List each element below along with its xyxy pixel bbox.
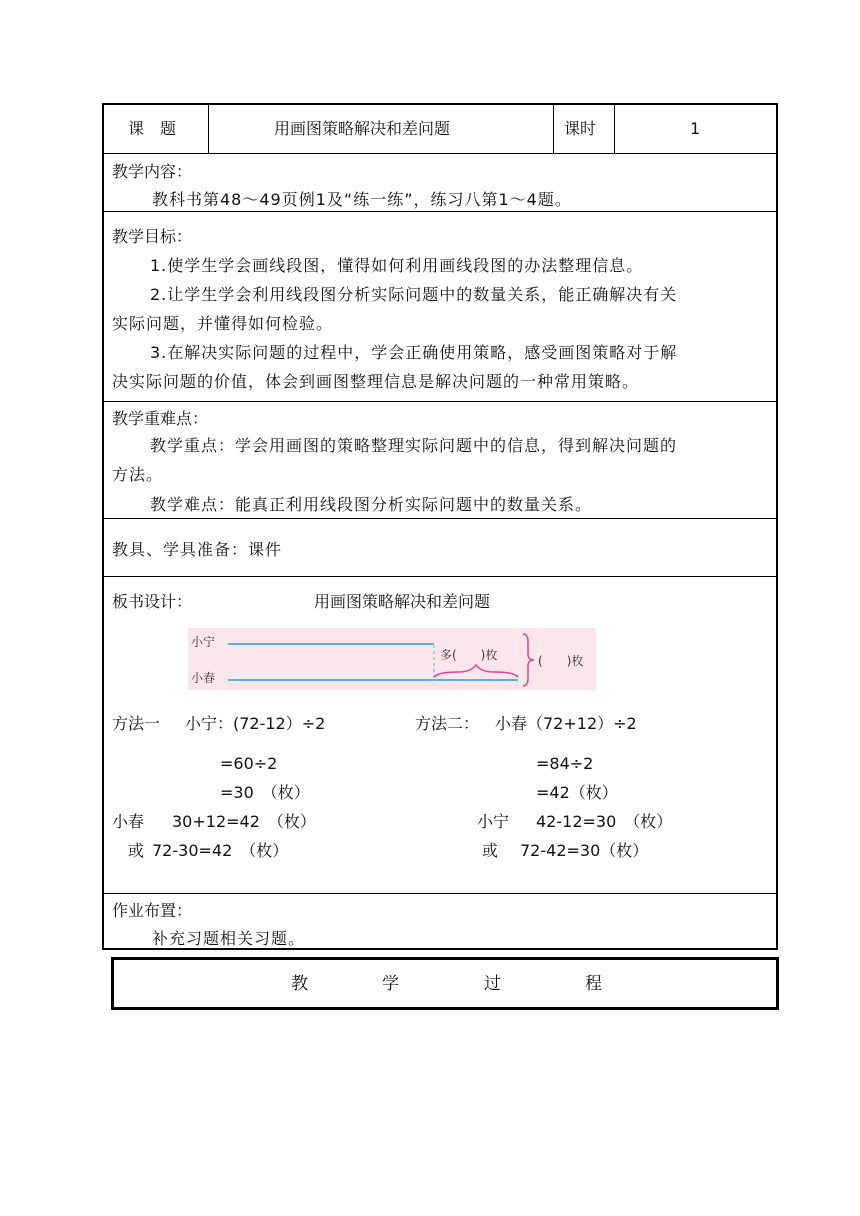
row-divider xyxy=(104,893,776,894)
banner-char: 程 xyxy=(585,974,602,994)
objectives-heading: 教学目标： xyxy=(112,227,193,246)
banner-char: 学 xyxy=(382,974,399,994)
method2-line: 小春（72+12）÷2 xyxy=(495,714,637,733)
topic-label: 课 题 xyxy=(128,119,177,138)
row-divider xyxy=(104,518,776,519)
homework-text: 补充习题相关习题。 xyxy=(152,929,306,948)
board-title: 用画图策略解决和差问题 xyxy=(314,592,491,611)
homework-heading: 作业布置： xyxy=(112,901,193,920)
content-heading: 教学内容： xyxy=(112,162,193,181)
row-divider xyxy=(104,153,776,154)
segment-diagram xyxy=(188,628,596,690)
topic-value: 用画图策略解决和差问题 xyxy=(274,119,451,138)
row-divider xyxy=(104,401,776,402)
lesson-plan-table xyxy=(102,103,778,950)
keypoint-line: 方法。 xyxy=(112,465,164,484)
row-divider xyxy=(104,576,776,577)
difference-brace xyxy=(434,665,518,677)
objective-line: 决实际问题的价值，体会到画图整理信息是解决问题的一种常用策略。 xyxy=(112,372,640,391)
method2-line: 72-42=30（枚） xyxy=(520,841,649,860)
method2-line: =42（枚） xyxy=(536,783,618,802)
objective-line: 2.让学生学会利用线段图分析实际问题中的数量关系，能正确解决有关 xyxy=(150,285,678,304)
keypoint-line: 教学重点：学会用画图的策略整理实际问题中的信息，得到解决问题的 xyxy=(150,436,678,455)
method1-line: =60÷2 xyxy=(220,754,278,773)
diagram-marks xyxy=(188,628,596,690)
diagram-label-top: 小宁 xyxy=(191,635,216,649)
board-heading: 板书设计： xyxy=(112,592,193,611)
method1-line: 小宁：(72-12）÷2 xyxy=(185,714,326,733)
method2-title: 方法二： xyxy=(415,714,480,733)
method1-prefix: 或 xyxy=(128,841,145,860)
objective-line: 1.使学生学会画线段图，懂得如何利用画线段图的办法整理信息。 xyxy=(150,256,644,275)
period-label: 课时 xyxy=(564,119,597,138)
total-brace xyxy=(523,634,534,686)
total-label: ( )枚 xyxy=(538,654,584,668)
period-value: 1 xyxy=(690,119,701,138)
method1-name: 小春 xyxy=(112,812,145,831)
banner-char: 过 xyxy=(484,974,501,994)
method1-line: 30+12=42 （枚） xyxy=(172,812,316,831)
row-divider xyxy=(104,211,776,212)
method1-title: 方法一 xyxy=(112,714,161,733)
method1-line: =30 （枚） xyxy=(220,783,310,802)
method2-line: =84÷2 xyxy=(536,754,594,773)
column-divider xyxy=(208,105,209,153)
method2-name: 小宁 xyxy=(477,812,510,831)
keypoints-heading: 教学重难点： xyxy=(112,409,209,428)
method2-prefix: 或 xyxy=(482,841,499,860)
objective-line: 实际问题，并懂得如何检验。 xyxy=(112,314,334,333)
banner-char: 教 xyxy=(291,974,308,994)
difference-label: 多( )枚 xyxy=(440,648,498,662)
tools-text: 教具、学具准备：课件 xyxy=(112,540,283,559)
column-divider xyxy=(614,105,615,153)
method2-line: 42-12=30 （枚） xyxy=(536,812,673,831)
method1-line: 72-30=42 （枚） xyxy=(152,841,289,860)
objective-line: 3.在解决实际问题的过程中，学会正确使用策略，感受画图策略对于解 xyxy=(150,343,678,362)
teaching-process-banner xyxy=(111,957,779,1010)
content-text: 教科书第48～49页例1及“练一练”，练习八第1～4题。 xyxy=(152,190,572,209)
keypoint-line: 教学难点：能真正利用线段图分析实际问题中的数量关系。 xyxy=(150,495,593,514)
column-divider xyxy=(553,105,554,153)
diagram-label-bottom: 小春 xyxy=(191,671,216,685)
